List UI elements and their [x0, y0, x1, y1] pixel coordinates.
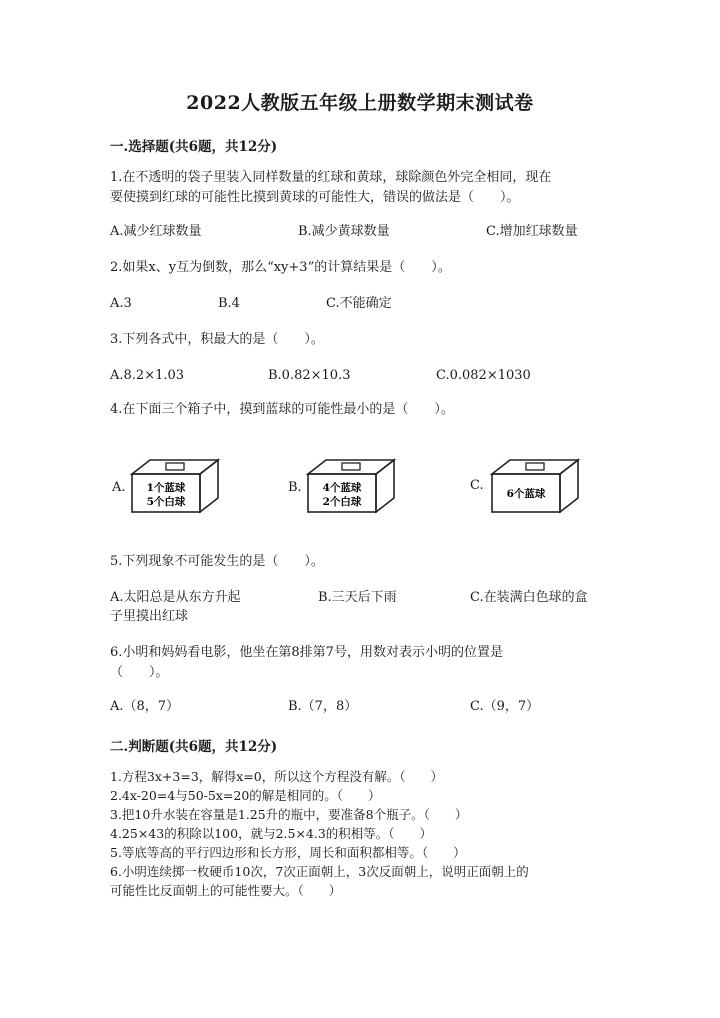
question-1-option-c: C.增加红球数量 [486, 224, 578, 239]
question-1-option-a: A.减少红球数量 [110, 224, 202, 239]
judge-item-5: 5.等底等高的平行四边形和长方形，周长和面积都相等。（ ） [110, 845, 466, 860]
section-heading-judgement: 二.判断题(共6题，共12分) [110, 739, 278, 755]
page-title: 2022人教版五年级上册数学期末测试卷 [186, 92, 534, 114]
question-2-option-a: A.3 [110, 296, 132, 311]
question-1-line-2: 要使摸到红球的可能性比摸到黄球的可能性大，错误的做法是（ ）。 [110, 190, 520, 205]
judge-item-6: 6.小明连续掷一枚硬币10次，7次正面朝上，3次反面朝上，说明正面朝上的 [110, 864, 529, 879]
box-b-line-2: 2个白球 [322, 496, 362, 508]
judge-item-1: 1.方程3x+3=3，解得x=0，所以这个方程没有解。（ ） [110, 769, 444, 784]
box-c-line-1: 6个蓝球 [506, 488, 546, 500]
question-5-option-c-continued: 子里摸出红球 [110, 609, 189, 624]
question-6-line-1: 6.小明和妈妈看电影，他坐在第8排第7号，用数对表示小明的位置是 [110, 645, 503, 660]
question-6-line-2: （ ）。 [110, 665, 169, 680]
judge-item-6-continued: 可能性比反面朝上的可能性要大。（ ） [110, 883, 342, 898]
question-6-option-b: B.（7，8） [288, 699, 358, 714]
question-2-option-b: B.4 [218, 296, 240, 311]
question-6-option-a: A.（8，7） [110, 699, 180, 714]
question-2-option-c: C.不能确定 [326, 296, 392, 311]
question-5-option-c: C.在装满白色球的盒 [470, 590, 588, 605]
box-b-illustration [302, 456, 398, 516]
question-5-line-1: 5.下列现象不可能发生的是（ ）。 [110, 554, 324, 569]
box-a-line-2: 5个白球 [146, 496, 186, 508]
question-2-line-1: 2.如果x、y互为倒数，那么“xy+3”的计算结果是（ ）。 [110, 260, 451, 275]
question-3-option-a: A.8.2×1.03 [110, 368, 185, 383]
question-3-line-1: 3.下列各式中，积最大的是（ ）。 [110, 332, 324, 347]
judge-item-3: 3.把10升水装在容量是1.25升的瓶中，要准备8个瓶子。（ ） [110, 807, 468, 822]
question-5-option-a: A.太阳总是从东方升起 [110, 590, 241, 605]
section-heading-choice: 一.选择题(共6题，共12分) [110, 139, 278, 155]
box-b-label: B. [288, 480, 302, 495]
box-a-label: A. [112, 480, 126, 495]
question-1-line-1: 1.在不透明的袋子里装入同样数量的红球和黄球，球除颜色外完全相同，现在 [110, 170, 552, 185]
question-4-line-1: 4.在下面三个箱子中，摸到蓝球的可能性最小的是（ ）。 [110, 402, 454, 417]
box-a-line-1: 1个蓝球 [146, 482, 186, 494]
judge-item-4: 4.25×43的积除以100，就与2.5×4.3的积相等。（ ） [110, 826, 433, 841]
judge-item-2: 2.4x-20=4与50-5x=20的解是相同的。（ ） [110, 788, 381, 803]
box-a-illustration [126, 456, 222, 516]
question-1-option-b: B.减少黄球数量 [298, 224, 390, 239]
box-c-label: C. [470, 478, 484, 493]
box-b-line-1: 4个蓝球 [322, 482, 362, 494]
question-3-option-b: B.0.82×10.3 [268, 368, 351, 383]
box-c-illustration [486, 456, 582, 516]
question-6-option-c: C.（9，7） [470, 699, 540, 714]
question-3-option-c: C.0.082×1030 [436, 368, 531, 383]
question-5-option-b: B.三天后下雨 [318, 590, 397, 605]
